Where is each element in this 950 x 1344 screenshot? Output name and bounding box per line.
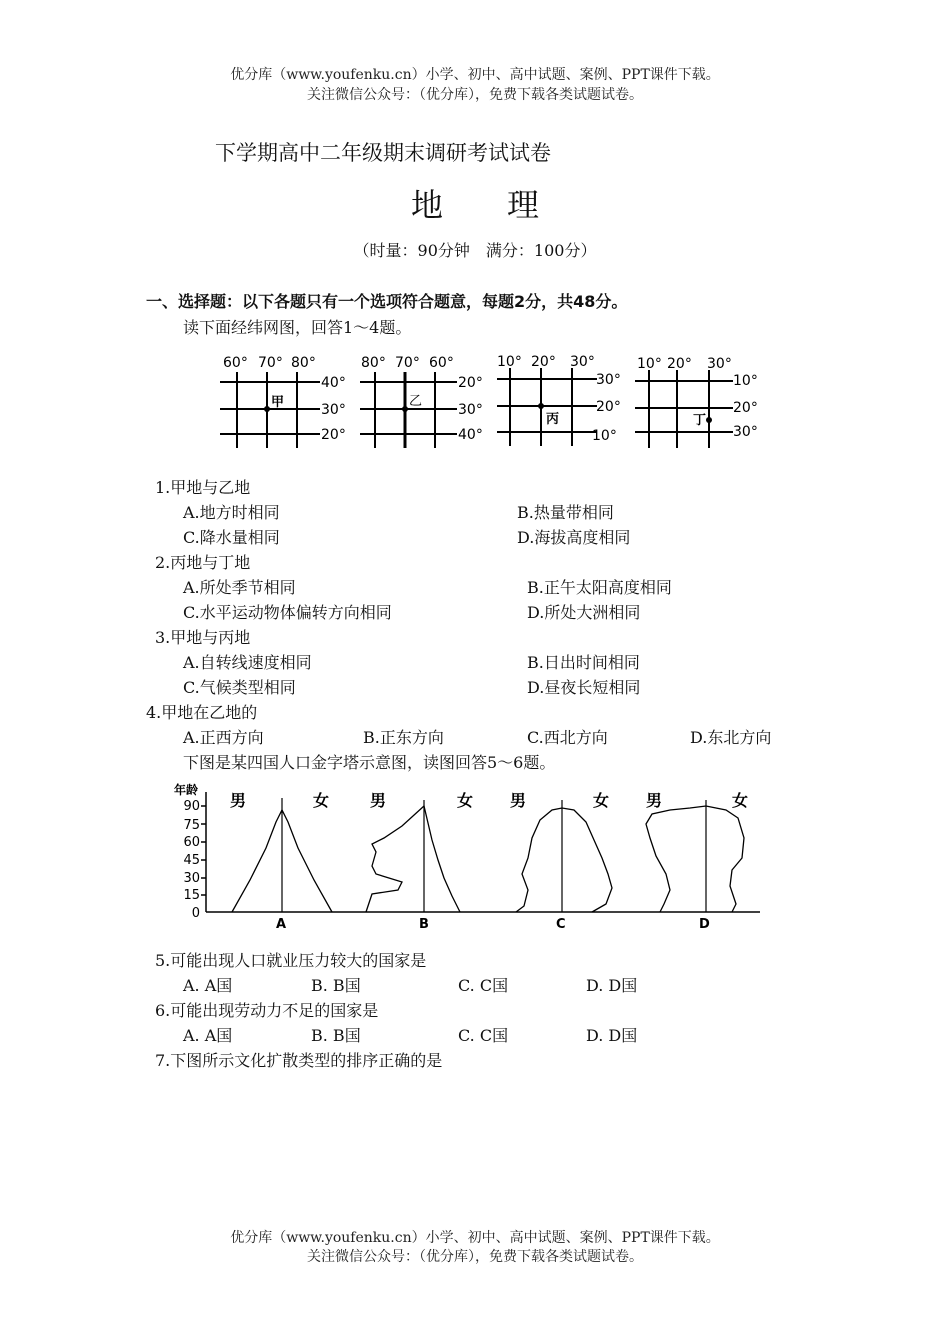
question-5: 5.可能出现人口就业压力较大的国家是: [155, 951, 427, 970]
q3-option-d: D.昼夜长短相同: [527, 678, 641, 697]
lat-long-grid-figure: [215, 348, 775, 460]
pyramid-d: [646, 791, 748, 932]
age-tick-75: 75: [183, 818, 200, 833]
age-tick-45: 45: [183, 853, 200, 868]
q4-option-c: C.西北方向: [527, 728, 608, 747]
grid1-point: [264, 406, 270, 412]
grid3-lat-1: 30°: [596, 372, 621, 388]
grid2-place: 乙: [409, 394, 423, 409]
q5-option-c: C. C国: [458, 976, 509, 995]
grid4-lon-1: 10°: [637, 356, 662, 372]
q1-option-c: C.降水量相同: [183, 528, 280, 547]
q5-option-b: B. B国: [311, 976, 361, 995]
grid-intro: 读下面经纬网图，回答1～4题。: [183, 318, 412, 337]
q1-option-d: D.海拔高度相同: [517, 528, 631, 547]
exam-info: （时量：90分钟 满分：100分）: [353, 241, 597, 260]
grid-bing: [497, 354, 621, 446]
pyramid-d-female: 女: [732, 791, 749, 810]
grid2-point: [402, 406, 408, 412]
grid4-lat-1: 10°: [733, 373, 758, 389]
grid3-place: 丙: [546, 412, 560, 427]
question-7: 7.下图所示文化扩散类型的排序正确的是: [155, 1051, 443, 1070]
question-1: 1.甲地与乙地: [155, 478, 251, 497]
pyramid-c: [510, 791, 612, 932]
question-3: 3.甲地与丙地: [155, 628, 251, 647]
header-line-1: 优分库（www.youfenku.cn）小学、初中、高中试题、案例、PPT课件下载。: [230, 67, 720, 83]
pyramid-b-label: B: [419, 917, 429, 932]
q1-option-a: A.地方时相同: [183, 503, 280, 522]
grid-yi: [360, 355, 483, 448]
grid2-lat-1: 20°: [458, 375, 483, 391]
q6-option-a: A. A国: [183, 1026, 233, 1045]
grid1-lon-1: 60°: [223, 355, 248, 371]
question-2: 2.丙地与丁地: [155, 553, 251, 572]
q3-option-a: A.自转线速度相同: [183, 653, 312, 672]
grid4-lon-3: 30°: [707, 356, 732, 372]
grid3-lat-3: 10°: [592, 428, 617, 444]
q6-option-b: B. B国: [311, 1026, 361, 1045]
q5-option-d: D. D国: [586, 976, 638, 995]
q3-option-b: B.日出时间相同: [527, 653, 640, 672]
section-heading: 一、选择题：以下各题只有一个选项符合题意，每题2分，共48分。: [146, 292, 628, 311]
q3-option-c: C.气候类型相同: [183, 678, 296, 697]
age-tick-0: 0: [191, 906, 200, 921]
pyramid-a-male: 男: [230, 791, 247, 810]
q2-option-b: B.正午太阳高度相同: [527, 578, 672, 597]
q4-option-a: A.正西方向: [183, 728, 264, 747]
grid2-lon-2: 70°: [395, 355, 420, 371]
pyramid-c-label: C: [556, 917, 566, 932]
pyramid-d-label: D: [699, 917, 710, 932]
q5-option-a: A. A国: [183, 976, 233, 995]
q2-option-a: A.所处季节相同: [183, 578, 296, 597]
q2-option-d: D.所处大洲相同: [527, 603, 641, 622]
grid3-lat-2: 20°: [596, 399, 621, 415]
grid3-lon-1: 10°: [497, 354, 522, 370]
pyramid-a-label: A: [276, 917, 287, 932]
pyramid-b-female: 女: [457, 791, 474, 810]
grid4-place: 丁: [693, 413, 707, 428]
age-tick-15: 15: [183, 888, 200, 903]
grid1-lon-2: 70°: [258, 355, 283, 371]
subject-title: 地 理: [410, 186, 539, 224]
exam-title: 下学期高中二年级期末调研考试试卷: [215, 141, 551, 165]
grid2-lat-2: 30°: [458, 402, 483, 418]
grid4-point: [706, 417, 712, 423]
age-tick-30: 30: [183, 871, 200, 886]
footer-line-2: 关注微信公众号：（优分库），免费下载各类试题试卷。: [307, 1249, 643, 1265]
q6-option-d: D. D国: [586, 1026, 638, 1045]
q4-option-b: B.正东方向: [363, 728, 444, 747]
grid-ding: [635, 356, 758, 448]
q1-option-b: B.热量带相同: [517, 503, 614, 522]
age-tick-90: 90: [183, 799, 200, 814]
grid4-lon-2: 20°: [667, 356, 692, 372]
grid2-lon-3: 60°: [429, 355, 454, 371]
pyramid-intro: 下图是某四国人口金字塔示意图，读图回答5～6题。: [183, 753, 556, 772]
pyramid-c-female: 女: [593, 791, 610, 810]
grid1-lon-3: 80°: [291, 355, 316, 371]
grid3-lon-2: 20°: [531, 354, 556, 370]
grid1-lat-2: 30°: [321, 402, 346, 418]
grid4-lat-2: 20°: [733, 400, 758, 416]
footer-line-1: 优分库（www.youfenku.cn）小学、初中、高中试题、案例、PPT课件下载。: [230, 1230, 720, 1246]
question-4: 4.甲地在乙地的: [146, 703, 258, 722]
q4-option-d: D.东北方向: [690, 728, 772, 747]
pyramid-b: [366, 791, 473, 932]
population-pyramid-figure: [170, 778, 770, 938]
grid1-lat-3: 20°: [321, 427, 346, 443]
grid1-lat-1: 40°: [321, 375, 346, 391]
pyramid-b-male: 男: [370, 791, 387, 810]
q6-option-c: C. C国: [458, 1026, 509, 1045]
grid2-lon-1: 80°: [361, 355, 386, 371]
pyramid-d-male: 男: [646, 791, 663, 810]
header-line-2: 关注微信公众号：（优分库），免费下载各类试题试卷。: [307, 87, 643, 103]
grid-jia: [220, 355, 346, 448]
pyramid-a: [230, 791, 332, 932]
grid3-point: [538, 403, 544, 409]
q2-option-c: C.水平运动物体偏转方向相同: [183, 603, 392, 622]
grid2-lat-3: 40°: [458, 427, 483, 443]
age-tick-60: 60: [183, 835, 200, 850]
grid4-lat-3: 30°: [733, 424, 758, 440]
pyramid-a-female: 女: [313, 791, 330, 810]
grid3-lon-3: 30°: [570, 354, 595, 370]
question-6: 6.可能出现劳动力不足的国家是: [155, 1001, 379, 1020]
grid1-place: 甲: [271, 395, 285, 410]
pyramid-c-male: 男: [510, 791, 527, 810]
age-axis-title: 年龄: [174, 783, 199, 797]
